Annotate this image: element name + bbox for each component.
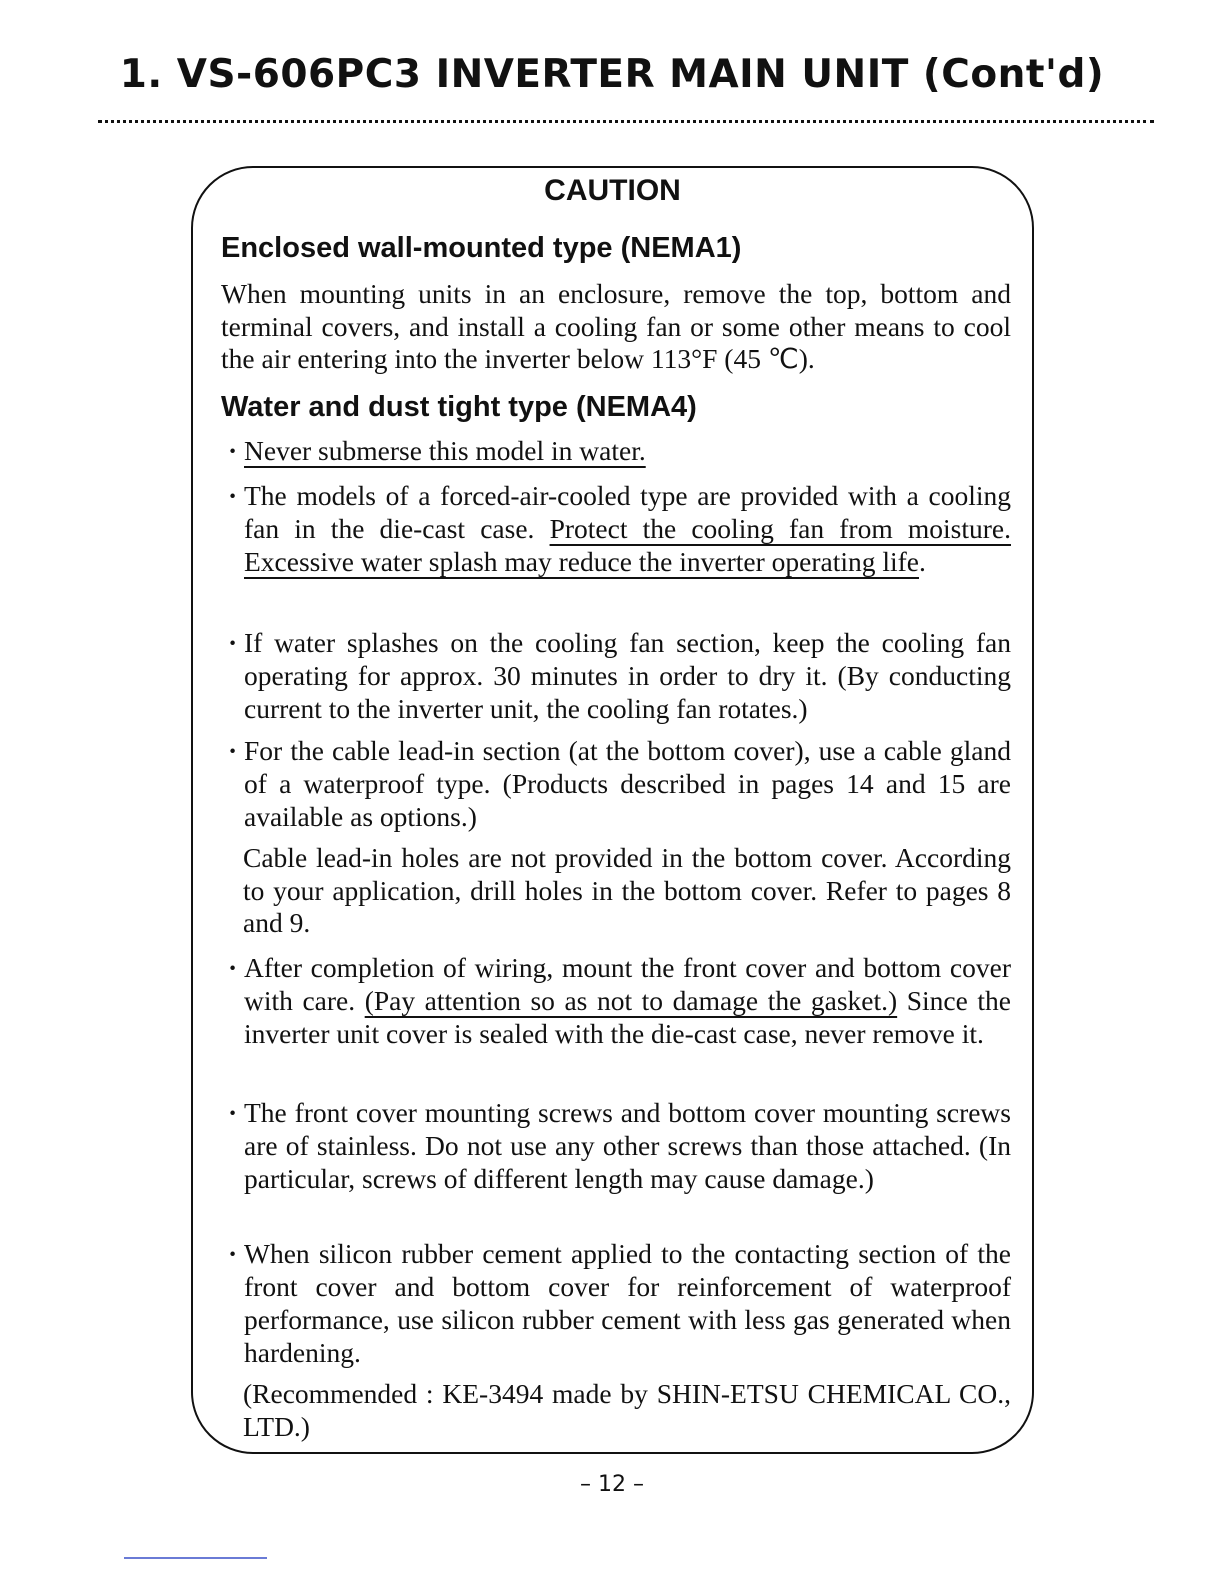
bullet-text: Never submerse this model in water. bbox=[244, 435, 646, 466]
bullet-marker: · bbox=[228, 435, 238, 466]
caution-heading: CAUTION bbox=[544, 174, 681, 207]
nema1-text: When mounting units in an enclosure, remove the top, bottom and terminal covers, and install a cooling fan or some other means to cool the air entering into the inverter below 113°F (45 ℃). bbox=[221, 278, 1011, 374]
bullet-text: After completion of wiring, mount the front cover and bottom cover with care. bbox=[244, 952, 1011, 1016]
title-divider bbox=[98, 120, 1154, 123]
bullet-marker: · bbox=[228, 480, 238, 511]
bullet-text: For the cable lead-in section (at the bottom cover), use a cable gland of a waterproof type. (Products described in pages 14 and 15 are available as options.) bbox=[244, 735, 1011, 832]
page-number: – 12 – bbox=[580, 1472, 644, 1497]
page-title: 1. VS-606PC3 INVERTER MAIN UNIT (Cont'd) bbox=[119, 52, 1105, 97]
cable-holes-note: Cable lead-in holes are not provided in the bottom cover. According to your application, drill holes in the bottom cover. Refer to pages 8 and 9. bbox=[243, 842, 1011, 938]
bullet-text: The models of a forced-air-cooled type are provided with a cooling fan in the die-cast case. bbox=[244, 480, 1011, 544]
bullet-marker: · bbox=[228, 1097, 238, 1128]
nema4-heading: Water and dust tight type (NEMA4) bbox=[221, 391, 697, 423]
bullet-marker: · bbox=[228, 735, 238, 766]
bullet-item-silicon-cement bbox=[228, 1237, 1011, 1369]
bullet-marker: · bbox=[228, 952, 238, 983]
bullet-item-submerse bbox=[228, 434, 1011, 467]
bullet-item-after-wiring bbox=[228, 951, 1011, 1050]
bullet-marker: · bbox=[228, 627, 238, 658]
bullet-item-cooling-fan bbox=[228, 479, 1011, 578]
bullet-marker: · bbox=[228, 1238, 238, 1269]
bullet-text: When silicon rubber cement applied to the contacting section of the front cover and bottom cover for reinforcement of waterproof performance, use silicon rubber cement with less gas generated when hardening. bbox=[244, 1238, 1011, 1368]
footer-line bbox=[124, 1557, 267, 1559]
bullet-item-screws bbox=[228, 1096, 1011, 1195]
bullet-text-end: Since the inverter unit cover is sealed with the die-cast case, never remove it. bbox=[244, 985, 1011, 1049]
nema1-heading: Enclosed wall-mounted type (NEMA1) bbox=[221, 232, 742, 264]
recommended-note: (Recommended : KE-3494 made by SHIN-ETSU CHEMICAL CO., LTD.) bbox=[243, 1378, 1011, 1442]
bullet-text-underlined: Protect the cooling fan from moisture. Excessive water splash may reduce the inverter operating life bbox=[244, 513, 1011, 577]
bullet-text-underlined: (Pay attention so as not to damage the gasket.) bbox=[364, 985, 898, 1016]
bullet-text: If water splashes on the cooling fan section, keep the cooling fan operating for approx. 30 minutes in order to dry it. (By conducting current to the inverter unit, the cooling fan rotates.) bbox=[244, 627, 1011, 724]
bullet-text: The front cover mounting screws and bottom cover mounting screws are of stainless. Do not use any other screws than those attached. (In particular, screws of different length may cause damage.) bbox=[244, 1097, 1011, 1194]
bullet-text-end: . bbox=[919, 546, 926, 577]
bullet-item-cable-lead-in bbox=[228, 734, 1011, 833]
bullet-item-water-splash bbox=[228, 626, 1011, 725]
